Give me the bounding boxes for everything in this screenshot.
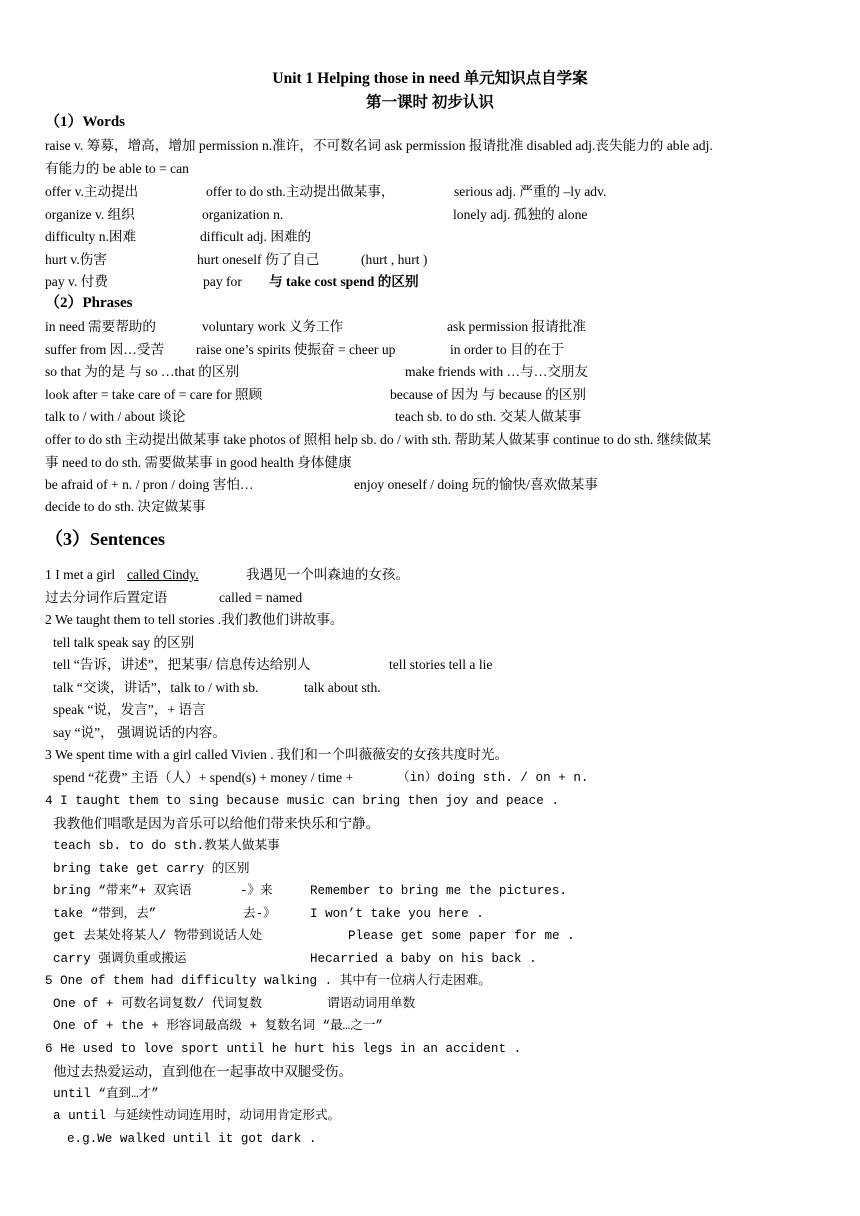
- sentence-1-grammar: 过去分词作后置定语: [45, 590, 168, 605]
- page-subtitle: 第一课时 初步认识: [366, 94, 494, 111]
- page-title: Unit 1 Helping those in need 单元知识点自学案: [272, 70, 588, 87]
- take-example: I won’t take you here .: [310, 907, 484, 921]
- sentence-2-g: say “说”， 强调说话的内容。: [53, 725, 226, 740]
- sentence-4-a: 我教他们唱歌是因为音乐可以给他们带来快乐和宁静。: [53, 816, 380, 831]
- phrase-look-after: look after = take care of = care for 照顾: [45, 387, 263, 402]
- sentence-2-talk-about: talk about sth.: [304, 680, 381, 695]
- phrase-be-afraid-of: be afraid of + n. / pron / doing 害怕…: [45, 477, 254, 492]
- phrase-in-order-to: in order to 目的在于: [450, 342, 565, 357]
- word-difficult: difficult adj. 困难的: [200, 229, 312, 244]
- sentence-2: 2 We taught them to tell stories .我们教他们讲故事。: [45, 612, 344, 627]
- phrases-line-7: 事 need to do sth. 需要做某事 in good health 身体健康: [45, 455, 352, 470]
- bring-direction: -》来: [240, 884, 273, 898]
- words-line-1: raise v. 筹募，增高，增加 permission n.准许，不可数名词 ask permission 报请批准 disabled adj.丧失能力的 able adj.: [45, 138, 713, 153]
- word-pay: pay v. 付费: [45, 274, 108, 289]
- word-hurt: hurt v.伤害: [45, 252, 107, 267]
- bring-meaning: bring “带来”+ 双宾语: [53, 884, 192, 898]
- phrase-voluntary-work: voluntary work 义务工作: [202, 319, 344, 334]
- word-offer: offer v.主动提出: [45, 184, 139, 199]
- phrase-enjoy-oneself: enjoy oneself / doing 玩的愉快/喜欢做某事: [354, 477, 598, 492]
- word-offer-to-do: offer to do sth.主动提出做某事，: [206, 184, 395, 199]
- phrase-talk-to: talk to / with / about 谈论: [45, 409, 186, 424]
- sentence-4-b: teach sb. to do sth.教某人做某事: [53, 839, 280, 853]
- word-pay-compare: 与 take cost spend 的区别: [269, 274, 419, 289]
- phrase-raise-spirits: raise one’s spirits 使振奋 = cheer up: [196, 342, 396, 357]
- sentence-3-spend: spend “花费” 主语（人）+ spend(s) + money / time +: [53, 770, 354, 785]
- sentence-5-c: One of + the + 形容词最高级 + 复数名词 “最…之一”: [53, 1019, 383, 1033]
- phrases-line-6: offer to do sth 主动提出做某事 take photos of 照相 help sb. do / with sth. 帮助某人做某事 continue to do sth. 继续做某: [45, 432, 712, 447]
- words-heading: （1）Words: [45, 114, 126, 130]
- word-difficulty: difficulty n.困难: [45, 229, 137, 244]
- sentence-2-tell-examples: tell stories tell a lie: [389, 657, 493, 672]
- one-of-rule: One of + 可数名词复数/ 代词复数: [53, 997, 263, 1011]
- phrase-make-friends: make friends with …与…交朋友: [405, 364, 589, 379]
- sentence-6-a: 他过去热爱运动，直到他在一起事故中双腿受伤。: [53, 1064, 353, 1079]
- sentence-1-translation: 我遇见一个叫森迪的女孩。: [246, 567, 410, 582]
- phrase-because-of: because of 因为 与 because 的区别: [390, 387, 586, 402]
- carry-meaning: carry 强调负重或搬运: [53, 952, 187, 966]
- sentence-1-underlined: called Cindy.: [127, 567, 199, 582]
- sentence-6-b: until “直到…才”: [53, 1087, 159, 1101]
- take-direction: 去-》: [243, 907, 276, 921]
- word-organize: organize v. 组织: [45, 207, 135, 222]
- phrase-teach-sb: teach sb. to do sth. 交某人做某事: [395, 409, 582, 424]
- phrase-so-that: so that 为的是 与 so …that 的区别: [45, 364, 240, 379]
- sentence-4-c: bring take get carry 的区别: [53, 862, 250, 876]
- sentence-5: 5 One of them had difficulty walking . 其中有一位病人行走困难。: [45, 974, 491, 988]
- word-organization: organization n.: [202, 207, 284, 222]
- sentence-2-f: speak “说，发言”，+ 语言: [53, 702, 206, 717]
- word-serious: serious adj. 严重的 –ly adv.: [454, 184, 607, 199]
- sentence-6-d: e.g.We walked until it got dark .: [67, 1132, 317, 1146]
- take-meaning: take “带到，去”: [53, 907, 157, 921]
- sentence-3: 3 We spent time with a girl called Vivien . 我们和一个叫薇薇安的女孩共度时光。: [45, 747, 509, 762]
- sentence-1-synonym: called = named: [219, 590, 303, 605]
- word-hurt-oneself: hurt oneself 伤了自己: [197, 252, 320, 267]
- phrase-suffer-from: suffer from 因…受苦: [45, 342, 165, 357]
- get-meaning: get 去某处将某人/ 物带到说话人处: [53, 929, 263, 943]
- sentence-2-tell: tell “告诉，讲述”，把某事/ 信息传达给别人: [53, 657, 311, 672]
- phrases-line-9: decide to do sth. 决定做某事: [45, 499, 206, 514]
- sentence-2-talk: talk “交谈，讲话”，talk to / with sb.: [53, 680, 259, 695]
- phrase-in-need: in need 需要帮助的: [45, 319, 156, 334]
- one-of-verb-rule: 谓语动词用单数: [327, 997, 416, 1011]
- sentence-4: 4 I taught them to sing because music can bring then joy and peace .: [45, 794, 559, 808]
- phrases-heading: （2）Phrases: [45, 295, 133, 311]
- sentence-1-text: 1 I met a girl: [45, 567, 116, 582]
- phrase-ask-permission: ask permission 报请批准: [447, 319, 586, 334]
- word-hurt-forms: (hurt , hurt ): [361, 252, 428, 267]
- sentences-heading: （3）Sentences: [45, 529, 165, 549]
- sentence-2-a: tell talk speak say 的区别: [53, 635, 195, 650]
- carry-example: Hecarried a baby on his back .: [310, 952, 537, 966]
- sentence-6-c: a until 与延续性动词连用时，动词用肯定形式。: [53, 1109, 341, 1123]
- get-example: Please get some paper for me .: [348, 929, 575, 943]
- word-lonely: lonely adj. 孤独的 alone: [453, 207, 588, 222]
- bring-example: Remember to bring me the pictures.: [310, 884, 567, 898]
- sentence-3-spend-tail: （in）doing sth. / on + n.: [397, 771, 589, 785]
- sentence-6: 6 He used to love sport until he hurt his legs in an accident .: [45, 1042, 522, 1056]
- words-line-2: 有能力的 be able to = can: [45, 161, 189, 176]
- word-pay-for: pay for: [203, 274, 242, 289]
